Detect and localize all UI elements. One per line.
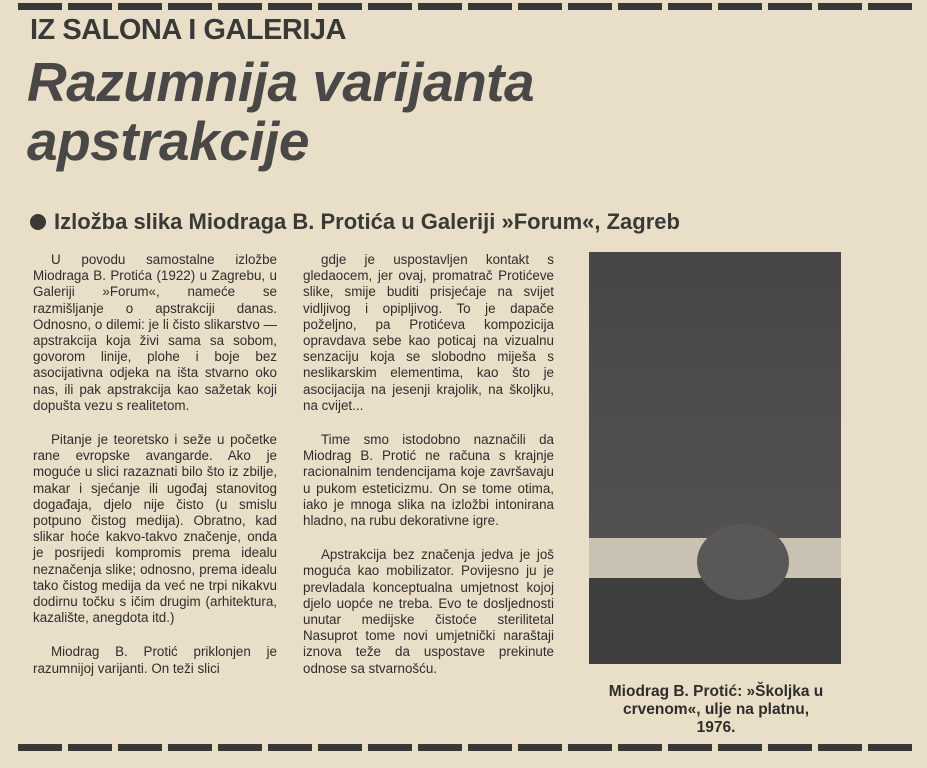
headline <box>27 53 534 171</box>
bullet-icon <box>30 214 46 230</box>
headline-line-1: Razumnija varijanta <box>27 51 535 113</box>
paragraph: U povodu samostalne izložbe Miodraga B. Protića (1922) u Zagrebu, u Galeriji »Forum«, nameće se razmišljanje o apstrakciji danas. Odnosno, o dilemi: je li čisto slikarstvo — apstrakcija koja živi sama sa sobom, govorom linije, plohe i boje bez asocijativna odjeka na išta stvarno oko nas, ili pak apstrakcija kao sažetak koji dopušta vezu s realitetom. <box>33 252 277 413</box>
painting-upper-field <box>589 252 841 542</box>
article-column-1 <box>33 252 277 695</box>
caption-line-2: crvenom«, ulje na platnu, <box>622 701 810 718</box>
article-column-2 <box>303 252 554 695</box>
bottom-dashed-rule <box>18 744 915 751</box>
paragraph: Time smo istodobno naznačili da Miodrag B. Protić ne računa s krajnje racionalnim tendencijama koje završavaju u pukom esteticizmu. On se tome otima, iako je mnoga slika na izložbi intonirana hladno, na rubu dekorativne igre. <box>303 432 554 529</box>
headline-line-2: apstrakcije <box>27 110 309 172</box>
image-caption <box>590 683 842 737</box>
paragraph: Miodrag B. Protić priklonjen je razumnijoj varijanti. On teži slici <box>33 644 277 676</box>
caption-line-1: Miodrag B. Protić: »Školjka u <box>608 683 824 700</box>
top-dashed-rule <box>18 3 915 10</box>
painting-reproduction <box>589 252 841 664</box>
painting-sphere-shape <box>697 524 789 600</box>
subheadline <box>30 209 680 235</box>
subheadline-text: Izložba slika Miodraga B. Protića u Galeriji »Forum«, Zagreb <box>54 209 680 234</box>
paragraph: Apstrakcija bez značenja jedva je još moguća kao mobilizator. Povijesno ju je prevladala konceptualna umjetnost kojoj djelo uopće ne treba. Evo te dosljednosti unutar medijske čistoće sterilitetal Nasuprot tome novi umjetnički naraštaji iznova teže da uspostave prekinute odnose sa stvarnošću. <box>303 547 554 676</box>
section-kicker: IZ SALONA I GALERIJA <box>30 14 346 46</box>
caption-line-3: 1976. <box>696 719 736 736</box>
paragraph: gdje je uspostavljen kontakt s gledaocem, jer ovaj, promatrač Protićeve slike, smije buditi prisjećaje na svijet vidljivog i opipljivog. To je dapače poželjno, pa Protićeva kompozicija opravdava sebe kao poticaj na vizualnu senzaciju koja se slobodno miješa s neslikarskim elementima, kao što je asocijacija na jesenji krajolik, na školjku, na cvijet... <box>303 252 554 413</box>
paragraph: Pitanje je teoretsko i seže u početke rane evropske avangarde. Ako je moguće u slici razaznati bilo što iz zbilje, makar i sjećanje ili ugođaj stanovitog događaja, djelo nije čisto (u smislu potpuno čistog medija). Obratno, kad slikar hoće kakvo-takvo značenje, onda je posrijedi kompromis prema idealu neznačenja slike; odnosno, prema idealu tako čistog medija da već ne trpi nikakvu dodirnu točku s ičim drugim (arhitektura, kazalište, anegdota itd.) <box>33 432 277 626</box>
